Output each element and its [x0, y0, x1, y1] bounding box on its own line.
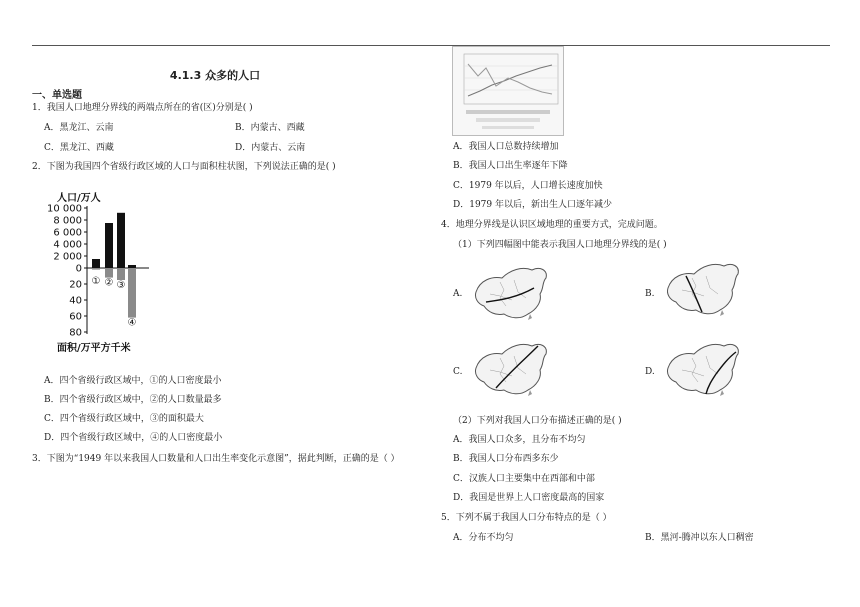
tick-label-population: 2 000: [53, 251, 82, 263]
map-option-b-label[interactable]: B.: [645, 289, 655, 299]
tick-label-population: 8 000: [53, 215, 82, 227]
bar-population: [92, 259, 100, 268]
tick-label-population: 0: [75, 263, 82, 275]
q1-option-c[interactable]: C．黑龙江、西藏: [44, 143, 114, 153]
bar-area: [105, 268, 113, 278]
q3-option-d[interactable]: D．1979 年以后，新出生人口逐年减少: [453, 200, 612, 210]
tick-label-area: 20: [69, 279, 82, 291]
tick-label-area: 60: [69, 311, 82, 323]
section-heading: 一、单选题: [32, 90, 82, 101]
category-label: ①: [91, 276, 101, 287]
bar-area: [92, 268, 100, 270]
q4-sub2-option-b[interactable]: B．我国人口分布西多东少: [453, 454, 559, 464]
q5-option-a[interactable]: A．分布不均匀: [453, 533, 514, 543]
china-map-c[interactable]: [470, 338, 554, 400]
q2-stem: 2．下图为我国四个省级行政区域的人口与面积柱状图，下列说法正确的是( ): [32, 162, 336, 172]
ylabel-area: 面积/万平方千米: [57, 343, 131, 354]
bar-population: [105, 223, 113, 268]
china-map-a[interactable]: [470, 262, 554, 324]
bar-population: [117, 213, 125, 268]
q1-option-b[interactable]: B．内蒙古、西藏: [235, 123, 305, 133]
q1-stem: 1．我国人口地理分界线的两端点所在的省(区)分别是( ): [32, 103, 253, 113]
q3-stem: 3．下图为“1949 年以来我国人口数量和人口出生率变化示意图”，据此判断，正确的是（ ）: [32, 454, 400, 464]
q3-option-c[interactable]: C．1979 年以后，人口增长速度加快: [453, 181, 603, 191]
q4-sub2-stem: （2）下列对我国人口分布描述正确的是( ): [453, 416, 622, 426]
tick-label-area: 40: [69, 295, 82, 307]
header-rule: [32, 45, 830, 46]
map-option-c-label[interactable]: C.: [453, 367, 463, 377]
map-option-a-label[interactable]: A.: [453, 289, 463, 299]
q4-sub2-option-c[interactable]: C．汉族人口主要集中在西部和中部: [453, 474, 595, 484]
tick-label-population: 10 000: [47, 203, 82, 215]
category-label: ④: [127, 317, 137, 329]
q2-option-c[interactable]: C．四个省级行政区域中，③的面积最大: [44, 414, 204, 424]
page-title: 4.1.3 众多的人口: [169, 69, 261, 82]
population-area-bar-chart: [47, 188, 165, 358]
category-label: ②: [104, 277, 114, 289]
china-map-b[interactable]: [662, 258, 746, 320]
population-birthrate-line-chart: [452, 46, 564, 136]
q4-sub2-option-a[interactable]: A．我国人口众多，且分布不均匀: [453, 435, 586, 445]
ylabel-population: 人口/万人: [57, 193, 101, 204]
bar-area: [117, 268, 125, 280]
category-label: ③: [116, 280, 126, 291]
bar-area: [128, 268, 136, 318]
q5-option-b[interactable]: B．黑河-腾冲以东人口稠密: [645, 533, 754, 543]
q1-option-d[interactable]: D．内蒙古、云南: [235, 143, 306, 153]
tick-label-area: 80: [69, 327, 82, 339]
q1-option-a[interactable]: A．黑龙江、云南: [44, 123, 114, 133]
q2-option-d[interactable]: D．四个省级行政区域中，④的人口密度最小: [44, 433, 223, 443]
tick-label-population: 4 000: [53, 239, 82, 251]
q2-option-b[interactable]: B．四个省级行政区域中，②的人口数量最多: [44, 395, 222, 405]
q4-stem: 4．地理分界线是认识区域地理的重要方式，完成问题。: [441, 220, 663, 230]
china-map-d[interactable]: [662, 338, 746, 400]
q5-stem: 5．下列不属于我国人口分布特点的是（ ）: [441, 513, 612, 523]
bar-population: [128, 265, 136, 268]
q4-sub1-stem: （1）下列四幅图中能表示我国人口地理分界线的是( ): [453, 240, 667, 250]
map-option-d-label[interactable]: D.: [645, 367, 655, 377]
tick-label-population: 6 000: [53, 227, 82, 239]
q4-sub2-option-d[interactable]: D．我国是世界上人口密度最高的国家: [453, 493, 605, 503]
q2-option-a[interactable]: A．四个省级行政区域中，①的人口密度最小: [44, 376, 222, 386]
q3-option-b[interactable]: B．我国人口出生率逐年下降: [453, 161, 568, 171]
q3-option-a[interactable]: A．我国人口总数持续增加: [453, 142, 559, 152]
